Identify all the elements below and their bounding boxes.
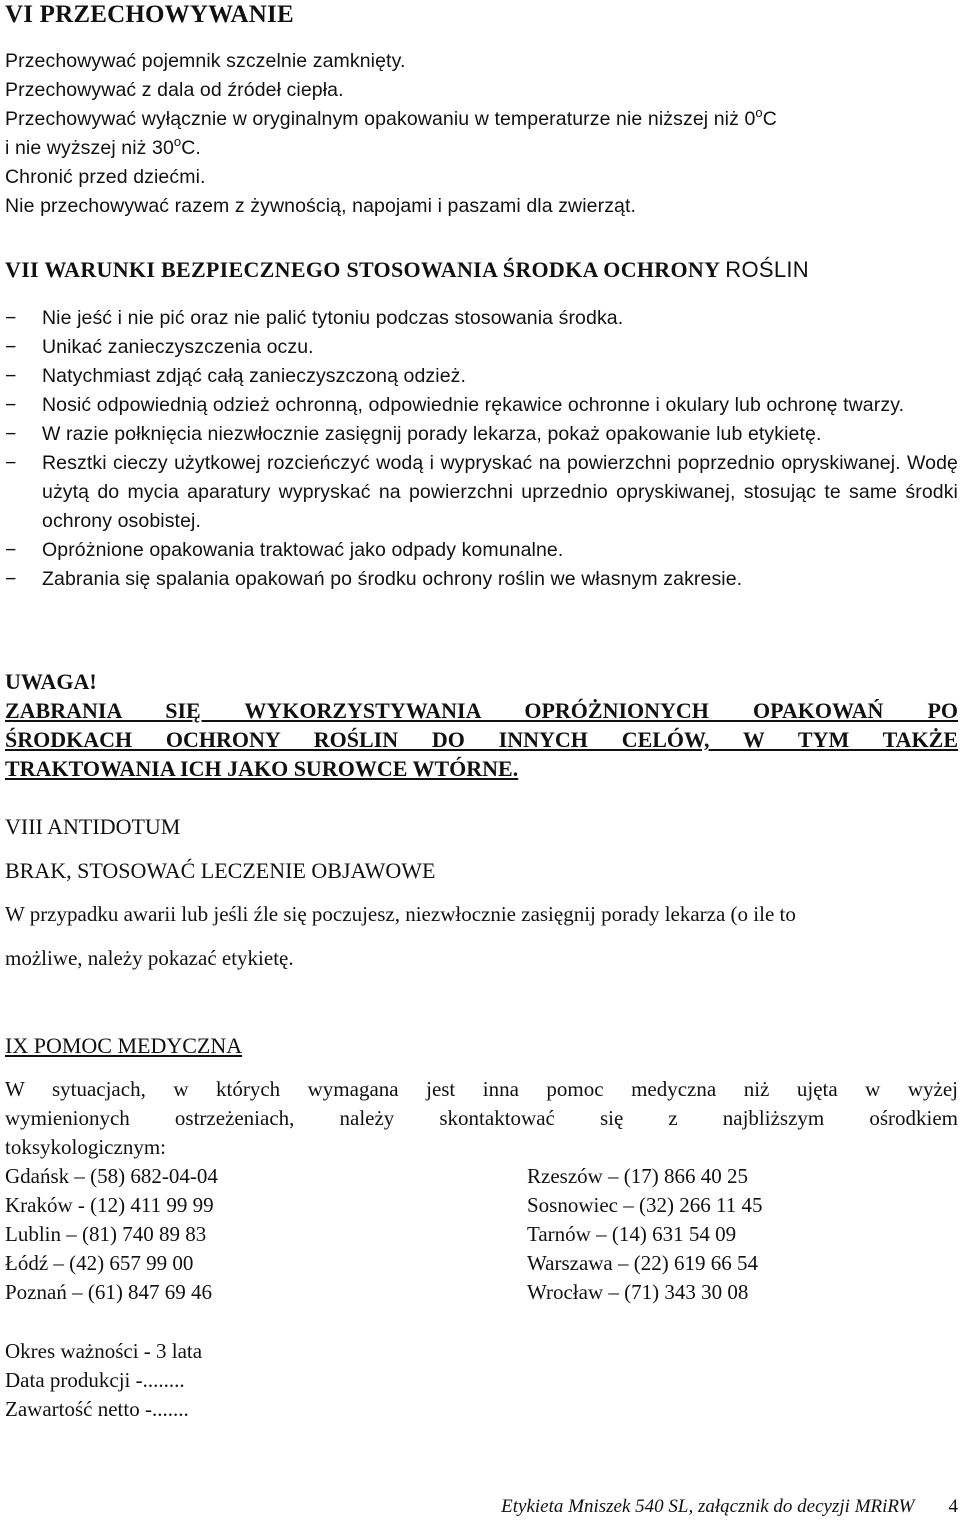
- section-7-title-light: ROŚLIN: [725, 257, 809, 282]
- intro-line-3: toksykologicznym:: [5, 1135, 166, 1159]
- safety-item: − Resztki cieczy użytkowej rozcieńczyć wodą i wypryskać na powierzchni poprzednio opryskiwanej. Wodę użytą do mycia aparatury wypryskać na powierzchni uprzednio opryskiwanej, stosując te same środki ochrony osobistej.: [5, 449, 958, 536]
- safety-item: − Nie jeść i nie pić oraz nie palić tytoniu podczas stosowania środka.: [5, 304, 958, 333]
- center-entry: Tarnów – (14) 631 54 09: [527, 1222, 737, 1246]
- warning-body: [5, 696, 958, 783]
- warning-line-3: TRAKTOWANIA ICH JAKO SUROWCE WTÓRNE.: [5, 756, 519, 781]
- section-6-title: VI PRZECHOWYWANIE: [5, 1, 294, 28]
- section-8-subtitle: BRAK, STOSOWAĆ LECZENIE OBJAWOWE: [5, 858, 436, 883]
- production-date: Data produkcji -........: [5, 1368, 185, 1392]
- storage-line-4-text: i nie wyższej niż 30: [5, 137, 174, 159]
- medical-help-intro: [5, 1075, 958, 1162]
- section-9-title: IX POMOC MEDYCZNA: [5, 1033, 243, 1058]
- storage-line-4: [5, 134, 958, 163]
- celsius-unit: C: [762, 108, 777, 130]
- safety-item: − Nosić odpowiednią odzież ochronną, odpowiednie rękawice ochronne i okulary lub ochronę twarzy.: [5, 391, 958, 420]
- product-info: [5, 1337, 958, 1424]
- intro-line-2: wymienionych ostrzeżeniach, należy skontaktować się z najbliższym ośrodkiem: [5, 1106, 958, 1130]
- section-7-title-bold: VII WARUNKI BEZPIECZNEGO STOSOWANIA ŚRODKA OCHRONY: [5, 257, 720, 282]
- center-entry: Wrocław – (71) 343 30 08: [527, 1280, 749, 1304]
- dash-icon: −: [5, 365, 17, 387]
- storage-line-3: [5, 105, 958, 134]
- storage-line-2: Przechowywać z dala od źródeł ciepła.: [5, 79, 344, 101]
- storage-line-3-text: Przechowywać wyłącznie w oryginalnym opakowaniu w temperaturze nie niższej niż 0: [5, 108, 756, 130]
- center-entry: Lublin – (81) 740 89 83: [5, 1222, 207, 1246]
- center-entry: Łódź – (42) 657 99 00: [5, 1251, 194, 1275]
- dash-icon: −: [5, 423, 17, 445]
- safety-item: − Zabrania się spalania opakowań po środku ochrony roślin we własnym zakresie.: [5, 565, 958, 594]
- dash-icon: −: [5, 539, 17, 561]
- section-6-body: [5, 47, 958, 221]
- section-8-title: VIII ANTIDOTUM: [5, 814, 181, 839]
- centers-right-column: [527, 1162, 957, 1307]
- antidote-text-line-1: W przypadku awarii lub jeśli źle się poczujesz, niezwłocznie zasięgnij porady lekarza (o ile to: [5, 902, 796, 926]
- warning-line-2: ŚRODKACH OCHRONY ROŚLIN DO INNYCH CELÓW, W TYM TAKŻE: [5, 727, 958, 752]
- net-content: Zawartość netto -.......: [5, 1397, 189, 1421]
- degree-mark: o: [755, 105, 763, 120]
- page-footer: [501, 1492, 958, 1521]
- dash-icon: −: [5, 568, 17, 590]
- warning-line-1: ZABRANIA SIĘ WYKORZYSTYWANIA OPRÓŻNIONYCH OPAKOWAŃ PO: [5, 698, 958, 723]
- safety-item: − Unikać zanieczyszczenia oczu.: [5, 333, 958, 362]
- center-entry: Gdańsk – (58) 682-04-04: [5, 1164, 218, 1188]
- safety-item: − Natychmiast zdjąć całą zanieczyszczoną odzież.: [5, 362, 958, 391]
- dash-icon: −: [5, 336, 17, 358]
- center-entry: Warszawa – (22) 619 66 54: [527, 1251, 758, 1275]
- safety-list: [5, 304, 958, 594]
- safety-item: − Opróżnione opakowania traktować jako odpady komunalne.: [5, 536, 958, 565]
- footer-text: Etykieta Mniszek 540 SL, załącznik do decyzji MRiRW: [501, 1496, 915, 1517]
- degree-mark: o: [173, 134, 182, 149]
- storage-line-5: Chronić przed dziećmi.: [5, 166, 206, 188]
- section-7-title: [5, 255, 958, 284]
- storage-line-6: Nie przechowywać razem z żywnością, napojami i paszami dla zwierząt.: [5, 195, 637, 217]
- intro-line-1: W sytuacjach, w których wymagana jest inna pomoc medyczna niż ujęta w wyżej: [5, 1077, 958, 1101]
- safety-item: − W razie połknięcia niezwłocznie zasięgnij porady lekarza, pokaż opakowanie lub etykietę.: [5, 420, 958, 449]
- dash-icon: −: [5, 307, 17, 329]
- center-entry: Kraków - (12) 411 99 99: [5, 1193, 214, 1217]
- center-entry: Sosnowiec – (32) 266 11 45: [527, 1193, 763, 1217]
- page-number: 4: [948, 1496, 958, 1517]
- center-entry: Poznań – (61) 847 69 46: [5, 1280, 213, 1304]
- storage-line-1: Przechowywać pojemnik szczelnie zamknięty.: [5, 50, 406, 72]
- center-entry: Rzeszów – (17) 866 40 25: [527, 1164, 749, 1188]
- shelf-life: Okres ważności - 3 lata: [5, 1339, 203, 1363]
- dash-icon: −: [5, 394, 17, 416]
- centers-left-column: [5, 1162, 505, 1307]
- warning-title: UWAGA!: [5, 669, 97, 694]
- antidote-text-line-2: możliwe, należy pokazać etykietę.: [5, 946, 294, 970]
- dash-icon: −: [5, 452, 17, 474]
- celsius-unit: C.: [181, 137, 201, 159]
